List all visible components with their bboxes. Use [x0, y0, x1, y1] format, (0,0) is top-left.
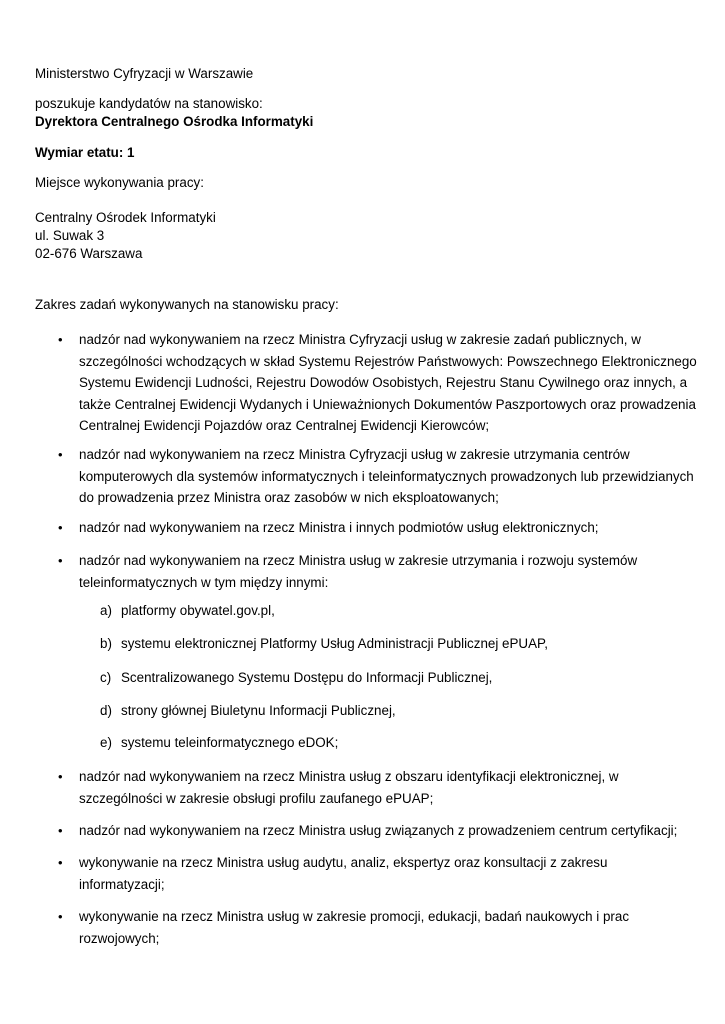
- sub-list-letter: c): [100, 670, 112, 685]
- sub-list-letter: e): [100, 735, 112, 750]
- address-line-1: Centralny Ośrodek Informatyki: [35, 210, 216, 225]
- duty-item-2: nadzór nad wykonywaniem na rzecz Ministra Cyfryzacji usług w zakresie utrzymania centrów komputerowych dla systemów informatycznych i teleinformatycznych prowadzonych lub przewidzianych do prowadzenia przez Ministra oraz zasobów w nich eksploatowanych;: [79, 447, 694, 506]
- ministry-name: Ministerstwo Cyfryzacji w Warszawie: [35, 66, 254, 81]
- address-line-2: ul. Suwak 3: [35, 228, 105, 243]
- bullet-icon: •: [58, 553, 63, 568]
- duty-item-5: nadzór nad wykonywaniem na rzecz Ministra usług z obszaru identyfikacji elektronicznej, w szczególności w zakresie obsługi profilu zaufanego ePUAP;: [79, 769, 619, 806]
- position-title: Dyrektora Centralnego Ośrodka Informatyki: [35, 114, 314, 129]
- bullet-icon: •: [58, 447, 63, 462]
- bullet-icon: •: [58, 823, 63, 838]
- duty-item-6: nadzór nad wykonywaniem na rzecz Ministra usług związanych z prowadzeniem centrum certyfikacji;: [79, 823, 678, 838]
- duties-heading: Zakres zadań wykonywanych na stanowisku pracy:: [35, 297, 339, 312]
- sub-list-text: systemu teleinformatycznego eDOK;: [121, 735, 339, 750]
- sub-list-letter: b): [100, 636, 112, 651]
- sub-list-text: Scentralizowanego Systemu Dostępu do Informacji Publicznej,: [121, 670, 493, 685]
- workload-text: Wymiar etatu: 1: [35, 145, 135, 160]
- bullet-icon: •: [58, 909, 63, 924]
- bullet-icon: •: [58, 332, 63, 347]
- sub-list-text: platformy obywatel.gov.pl,: [121, 603, 275, 618]
- sub-list-letter: d): [100, 703, 112, 718]
- intro-text: poszukuje kandydatów na stanowisko:: [35, 96, 263, 111]
- bullet-icon: •: [58, 855, 63, 870]
- sub-list-text: systemu elektronicznej Platformy Usług Administracji Publicznej ePUAP,: [121, 636, 548, 651]
- sub-list-text: strony głównej Biuletynu Informacji Publicznej,: [121, 703, 396, 718]
- location-label: Miejsce wykonywania pracy:: [35, 175, 204, 190]
- sub-list-letter: a): [100, 603, 112, 618]
- duty-item-8: wykonywanie na rzecz Ministra usług w zakresie promocji, edukacji, badań naukowych i prac rozwojowych;: [79, 909, 630, 946]
- address-line-3: 02-676 Warszawa: [35, 246, 143, 261]
- duty-item-3: nadzór nad wykonywaniem na rzecz Ministra i innych podmiotów usług elektronicznych;: [79, 520, 599, 535]
- bullet-icon: •: [58, 769, 63, 784]
- duty-item-1: nadzór nad wykonywaniem na rzecz Ministra Cyfryzacji usług w zakresie zadań publicznych, w szczególności wchodzących w skład Systemu Rejestrów Państwowych: Powszechnego Elektronicznego Systemu Ewidencji Ludności, Rejestru Dowodów Osobistych, Rejestru Stanu Cywilnego oraz innych, a także Centralnej Ewidencji Wydanych i Unieważnionych Dokumentów Paszportowych oraz prowadzenia Centralnej Ewidencji Pojazdów oraz Centralnej Ewidencji Kierowców;: [79, 332, 697, 434]
- duty-item-4: nadzór nad wykonywaniem na rzecz Ministra usług w zakresie utrzymania i rozwoju systemów teleinformatycznych w tym między innymi:: [79, 553, 638, 590]
- duty-item-7: wykonywanie na rzecz Ministra usług audytu, analiz, ekspertyz oraz konsultacji z zakresu informatyzacji;: [79, 855, 608, 892]
- bullet-icon: •: [58, 520, 63, 535]
